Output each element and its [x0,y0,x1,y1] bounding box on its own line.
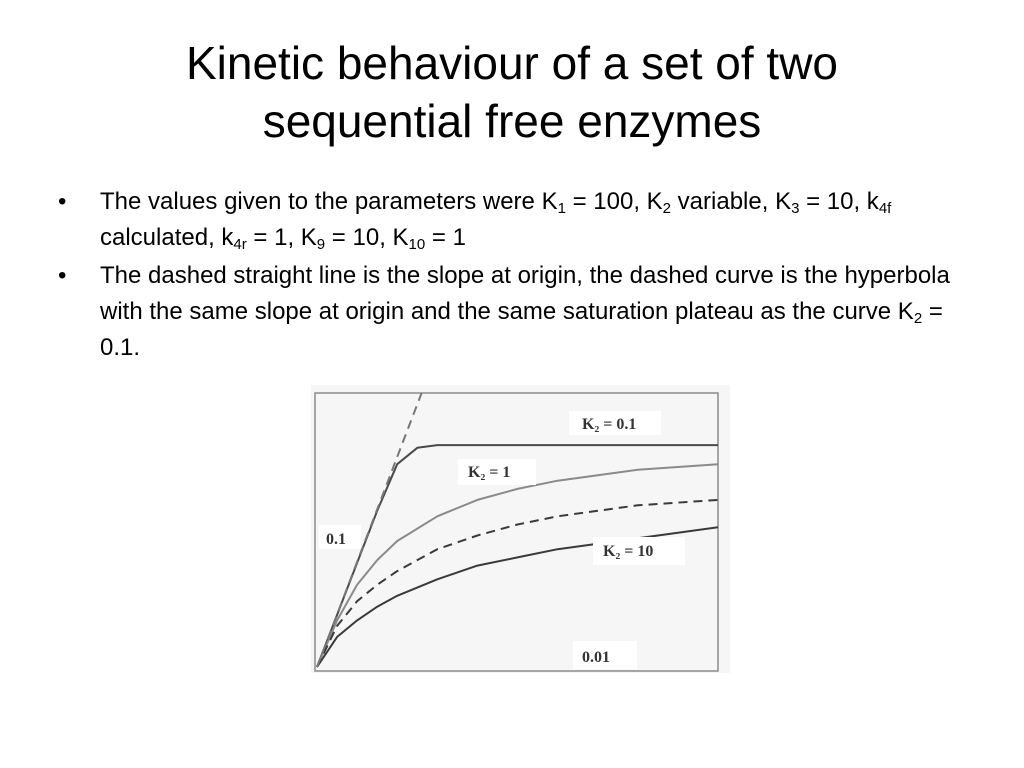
annotation-y-tick [319,525,361,549]
kinetics-figure [311,385,730,673]
subscript: 10 [408,236,426,253]
bullet-text-part: calculated, k [100,224,234,251]
bullet-list [58,184,978,368]
subscript: 2 [662,200,672,217]
subscript: 2 [913,310,923,327]
bullet-text-part: variable, K [671,188,792,215]
bullet-text-part: = 1 [425,224,466,251]
bullet-text-part: = 100, K [565,188,663,215]
y-tick-label: 0.1 [326,531,346,548]
bullet-glyph: • [58,188,67,215]
subscript: 4f [878,200,892,217]
bullet-text-part: = 10, K [325,224,409,251]
bullet-text-part: The values given to the parameters were K [100,188,558,215]
annotation-x-tick [573,641,637,669]
title-line-1: Kinetic behaviour of a set of two [185,37,839,89]
label-k2-10: K₂ = 10 [603,543,654,560]
annotation-k2-1 [458,459,536,485]
title-line-2: sequential free enzymes [262,95,762,147]
bullet-text-part: The dashed straight line is the slope at origin, the dashed curve is the hyperbola with the same slope at origin and the same saturation plateau as the curve K [100,262,950,325]
subscript: 3 [791,200,800,217]
subscript: 9 [316,236,326,253]
subscript: 1 [557,200,566,217]
annotation-k2-0-1 [569,411,661,435]
label-k2-1: K₂ = 1 [468,464,511,481]
series-line-2 [317,464,718,667]
kinetics-chart [311,385,730,673]
slide-title [0,34,1024,150]
bullet-text-part: = 0.1. [100,298,943,361]
bullet-glyph: • [58,262,67,289]
series-line-3 [317,500,718,667]
bullet-dashed-lines [58,258,978,366]
label-k2-0-1: K₂ = 0.1 [582,416,637,433]
x-tick-label: 0.01 [582,649,610,666]
bullet-text-part: = 10, k [799,188,879,215]
annotation-k2-10 [593,537,685,565]
subscript: 4r [233,236,247,253]
bullet-parameters [58,184,978,256]
bullet-text-part: = 1, K [246,224,317,251]
